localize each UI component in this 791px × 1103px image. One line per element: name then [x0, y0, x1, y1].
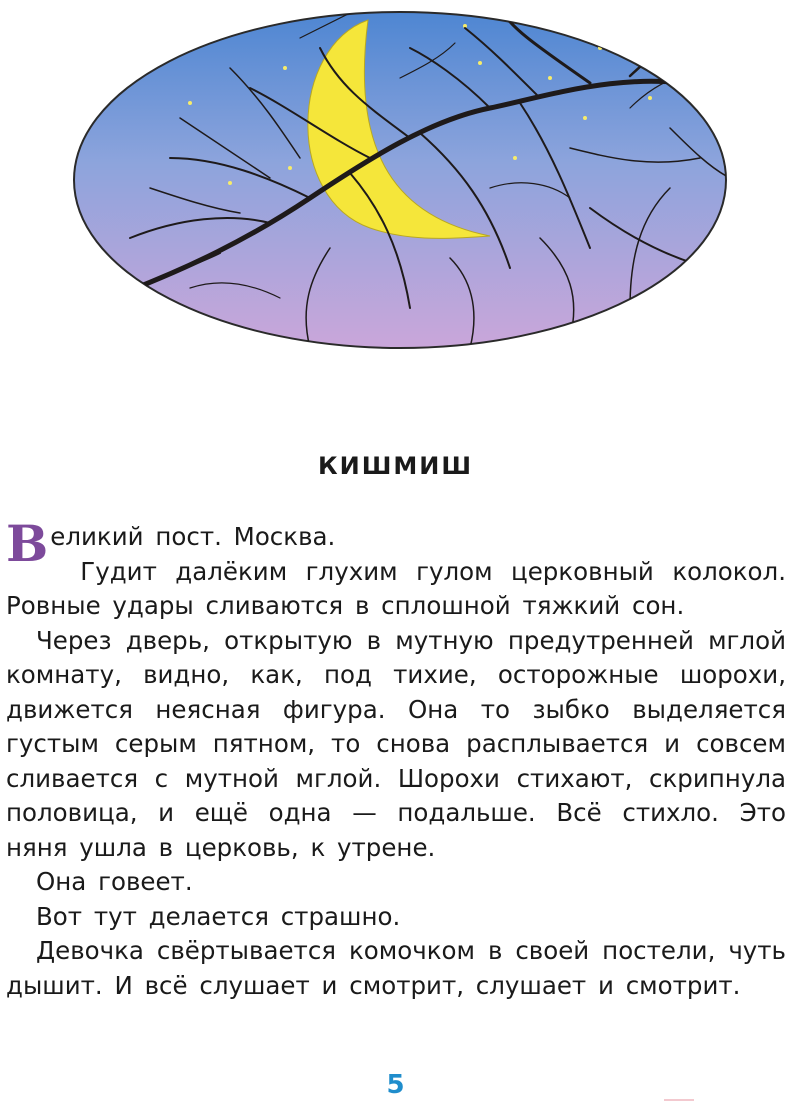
paragraph: Великий пост. Москва.	[6, 514, 336, 573]
drop-cap: В	[6, 514, 49, 573]
paragraph: Девочка свёртывается комочком в своей постели, чуть дышит. И всё слушает и смотрит, слушает и смотрит.	[6, 936, 786, 1000]
paragraph: Вот тут делается страшно.	[36, 901, 401, 931]
paragraph: Гудит далёким глухим гулом церковный колокол. Ровные удары сливаются в сплошной тяжкий сон.	[6, 556, 786, 620]
page-number: 5	[386, 1070, 405, 1100]
night-sky	[74, 12, 726, 348]
story-title: КИШМИШ	[318, 452, 473, 480]
page-corner-mark	[664, 1099, 694, 1101]
moon-branches-illustration	[70, 8, 730, 353]
paragraph: Она говеет.	[36, 867, 193, 896]
story-text	[6, 514, 786, 1003]
paragraph: Через дверь, открытую в мутную предутренней мглой комнату, видно, как, под тихие, осторожные шорохи, движется неясная фигура. Она то зыбко выделяется густым серым пятном, то снова расплывается и совсем сливается с мутной мглой. Шорохи стихают, скрипнула половица, и ещё одна — подальше. Всё стихло. Это няня ушла в церковь, к утрене.	[6, 625, 786, 862]
